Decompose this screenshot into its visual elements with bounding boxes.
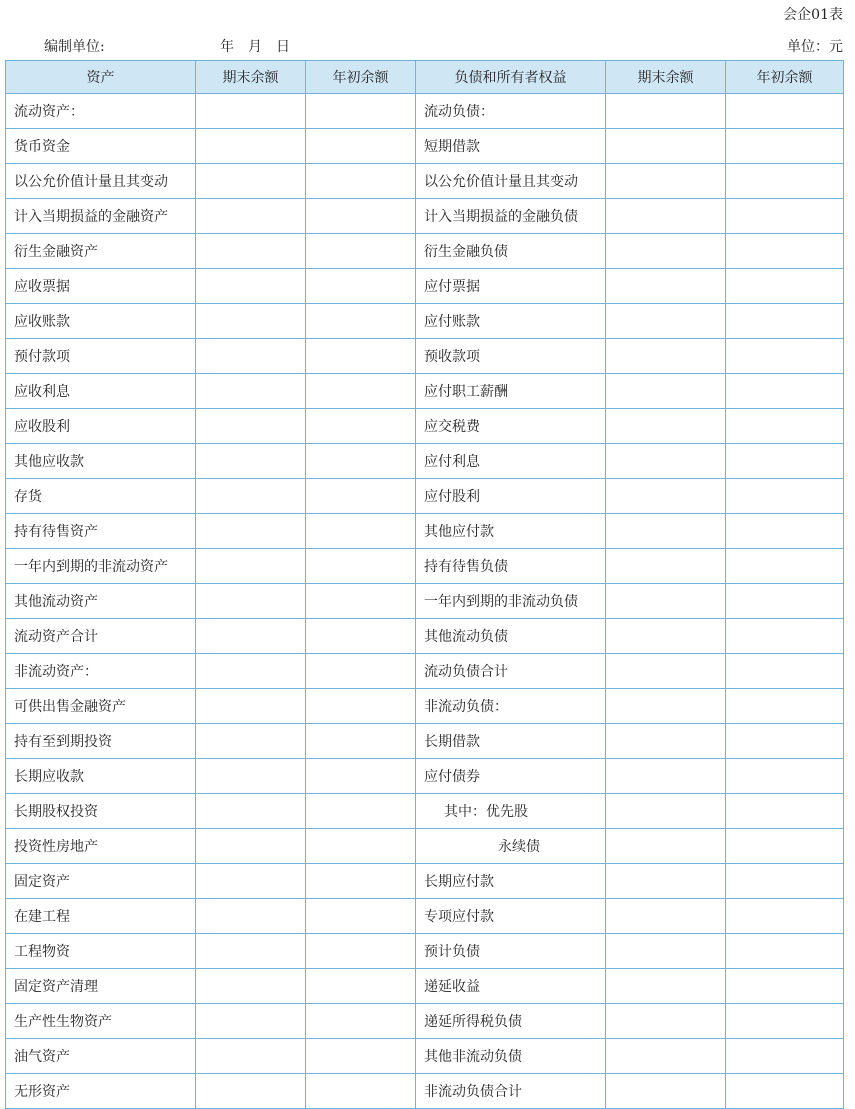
liab-opening-balance-cell[interactable] xyxy=(726,619,844,654)
header-liab-ending-balance: 期末余额 xyxy=(606,61,726,94)
liability-item-label: 其他应付款 xyxy=(416,514,606,549)
asset-opening-balance-cell[interactable] xyxy=(306,199,416,234)
asset-ending-balance-cell[interactable] xyxy=(196,409,306,444)
asset-opening-balance-cell[interactable] xyxy=(306,1074,416,1109)
table-row xyxy=(6,899,844,934)
liab-opening-balance-cell[interactable] xyxy=(726,374,844,409)
table-row xyxy=(6,409,844,444)
liab-opening-balance-cell[interactable] xyxy=(726,829,844,864)
liability-item-label: 衍生金融负债 xyxy=(416,234,606,269)
table-row xyxy=(6,864,844,899)
liab-opening-balance-cell[interactable] xyxy=(726,759,844,794)
asset-opening-balance-cell[interactable] xyxy=(306,794,416,829)
liab-opening-balance-cell[interactable] xyxy=(726,689,844,724)
liability-item-label: 非流动负债合计 xyxy=(416,1074,606,1109)
asset-opening-balance-cell[interactable] xyxy=(306,689,416,724)
asset-ending-balance-cell[interactable] xyxy=(196,899,306,934)
asset-item-label: 油气资产 xyxy=(6,1039,196,1074)
header-row xyxy=(6,61,844,94)
asset-ending-balance-cell[interactable] xyxy=(196,969,306,1004)
liab-opening-balance-cell[interactable] xyxy=(726,899,844,934)
liability-item-label: 预收款项 xyxy=(416,339,606,374)
asset-opening-balance-cell[interactable] xyxy=(306,94,416,129)
asset-ending-balance-cell[interactable] xyxy=(196,234,306,269)
asset-item-label: 流动资产： xyxy=(6,94,196,129)
liability-item-label: 应付股利 xyxy=(416,479,606,514)
asset-opening-balance-cell[interactable] xyxy=(306,934,416,969)
liability-item-label: 非流动负债： xyxy=(416,689,606,724)
liab-opening-balance-cell[interactable] xyxy=(726,1039,844,1074)
liab-ending-balance-cell[interactable] xyxy=(606,479,726,514)
asset-item-label: 持有待售资产 xyxy=(6,514,196,549)
asset-opening-balance-cell[interactable] xyxy=(306,269,416,304)
compiler-label: 编制单位: xyxy=(44,39,105,55)
liab-ending-balance-cell[interactable] xyxy=(606,514,726,549)
liab-ending-balance-cell[interactable] xyxy=(606,199,726,234)
table-row xyxy=(6,934,844,969)
form-code: 会企01表 xyxy=(783,7,843,23)
asset-opening-balance-cell[interactable] xyxy=(306,759,416,794)
liability-item-label: 应付债券 xyxy=(416,759,606,794)
asset-ending-balance-cell[interactable] xyxy=(196,269,306,304)
asset-opening-balance-cell[interactable] xyxy=(306,969,416,1004)
liab-ending-balance-cell[interactable] xyxy=(606,689,726,724)
liab-opening-balance-cell[interactable] xyxy=(726,479,844,514)
table-row xyxy=(6,304,844,339)
liab-opening-balance-cell[interactable] xyxy=(726,934,844,969)
asset-ending-balance-cell[interactable] xyxy=(196,864,306,899)
liab-opening-balance-cell[interactable] xyxy=(726,199,844,234)
liability-item-label: 递延收益 xyxy=(416,969,606,1004)
table-row xyxy=(6,269,844,304)
asset-item-label: 持有至到期投资 xyxy=(6,724,196,759)
asset-opening-balance-cell[interactable] xyxy=(306,129,416,164)
table-row xyxy=(6,444,844,479)
liab-opening-balance-cell[interactable] xyxy=(726,304,844,339)
liab-ending-balance-cell[interactable] xyxy=(606,969,726,1004)
liab-ending-balance-cell[interactable] xyxy=(606,94,726,129)
asset-opening-balance-cell[interactable] xyxy=(306,164,416,199)
asset-item-label: 在建工程 xyxy=(6,899,196,934)
liab-ending-balance-cell[interactable] xyxy=(606,234,726,269)
table-row xyxy=(6,549,844,584)
asset-ending-balance-cell[interactable] xyxy=(196,794,306,829)
date-label: 年 月 日 xyxy=(220,39,290,55)
table-row xyxy=(6,759,844,794)
asset-ending-balance-cell[interactable] xyxy=(196,619,306,654)
asset-opening-balance-cell[interactable] xyxy=(306,444,416,479)
asset-ending-balance-cell[interactable] xyxy=(196,479,306,514)
asset-ending-balance-cell[interactable] xyxy=(196,549,306,584)
asset-item-label: 一年内到期的非流动资产 xyxy=(6,549,196,584)
liability-item-label: 短期借款 xyxy=(416,129,606,164)
table-row xyxy=(6,164,844,199)
asset-item-label: 应收利息 xyxy=(6,374,196,409)
liab-ending-balance-cell[interactable] xyxy=(606,1074,726,1109)
liability-item-label: 持有待售负债 xyxy=(416,549,606,584)
asset-ending-balance-cell[interactable] xyxy=(196,584,306,619)
liability-item-label: 流动负债： xyxy=(416,94,606,129)
table-row xyxy=(6,654,844,689)
balance-sheet-table xyxy=(5,60,844,1109)
asset-ending-balance-cell[interactable] xyxy=(196,304,306,339)
asset-opening-balance-cell[interactable] xyxy=(306,234,416,269)
table-row xyxy=(6,199,844,234)
liab-ending-balance-cell[interactable] xyxy=(606,374,726,409)
asset-item-label: 应收股利 xyxy=(6,409,196,444)
asset-item-label: 长期股权投资 xyxy=(6,794,196,829)
asset-item-label: 可供出售金融资产 xyxy=(6,689,196,724)
asset-item-label: 其他流动资产 xyxy=(6,584,196,619)
table-row xyxy=(6,829,844,864)
liab-opening-balance-cell[interactable] xyxy=(726,129,844,164)
asset-item-label: 衍生金融资产 xyxy=(6,234,196,269)
table-row xyxy=(6,1039,844,1074)
asset-opening-balance-cell[interactable] xyxy=(306,619,416,654)
liab-opening-balance-cell[interactable] xyxy=(726,864,844,899)
asset-ending-balance-cell[interactable] xyxy=(196,1074,306,1109)
liab-ending-balance-cell[interactable] xyxy=(606,794,726,829)
liab-ending-balance-cell[interactable] xyxy=(606,934,726,969)
asset-opening-balance-cell[interactable] xyxy=(306,864,416,899)
liab-opening-balance-cell[interactable] xyxy=(726,654,844,689)
asset-opening-balance-cell[interactable] xyxy=(306,409,416,444)
liab-opening-balance-cell[interactable] xyxy=(726,164,844,199)
liab-opening-balance-cell[interactable] xyxy=(726,969,844,1004)
table-row xyxy=(6,234,844,269)
asset-opening-balance-cell[interactable] xyxy=(306,304,416,339)
asset-item-label: 非流动资产： xyxy=(6,654,196,689)
asset-item-label: 无形资产 xyxy=(6,1074,196,1109)
asset-ending-balance-cell[interactable] xyxy=(196,654,306,689)
liab-opening-balance-cell[interactable] xyxy=(726,409,844,444)
header-asset-ending-balance: 期末余额 xyxy=(196,61,306,94)
liability-item-label: 专项应付款 xyxy=(416,899,606,934)
liability-item-label: 永续债 xyxy=(416,829,606,864)
asset-ending-balance-cell[interactable] xyxy=(196,829,306,864)
asset-item-label: 应收账款 xyxy=(6,304,196,339)
liab-ending-balance-cell[interactable] xyxy=(606,1004,726,1039)
liab-ending-balance-cell[interactable] xyxy=(606,759,726,794)
asset-opening-balance-cell[interactable] xyxy=(306,514,416,549)
asset-opening-balance-cell[interactable] xyxy=(306,724,416,759)
liab-ending-balance-cell[interactable] xyxy=(606,164,726,199)
table-row xyxy=(6,1004,844,1039)
asset-ending-balance-cell[interactable] xyxy=(196,934,306,969)
table-row xyxy=(6,479,844,514)
asset-opening-balance-cell[interactable] xyxy=(306,584,416,619)
asset-item-label: 货币资金 xyxy=(6,129,196,164)
liab-opening-balance-cell[interactable] xyxy=(726,584,844,619)
header-asset-opening-balance: 年初余额 xyxy=(306,61,416,94)
table-row xyxy=(6,94,844,129)
asset-ending-balance-cell[interactable] xyxy=(196,1004,306,1039)
liability-item-label: 流动负债合计 xyxy=(416,654,606,689)
liab-ending-balance-cell[interactable] xyxy=(606,829,726,864)
asset-item-label: 固定资产 xyxy=(6,864,196,899)
liab-opening-balance-cell[interactable] xyxy=(726,549,844,584)
asset-item-label: 应收票据 xyxy=(6,269,196,304)
liab-ending-balance-cell[interactable] xyxy=(606,339,726,374)
asset-ending-balance-cell[interactable] xyxy=(196,1039,306,1074)
liability-item-label: 应付账款 xyxy=(416,304,606,339)
liab-ending-balance-cell[interactable] xyxy=(606,269,726,304)
asset-item-label: 固定资产清理 xyxy=(6,969,196,1004)
table-row xyxy=(6,724,844,759)
asset-opening-balance-cell[interactable] xyxy=(306,339,416,374)
liab-opening-balance-cell[interactable] xyxy=(726,1004,844,1039)
asset-item-label: 工程物资 xyxy=(6,934,196,969)
liab-ending-balance-cell[interactable] xyxy=(606,444,726,479)
liability-item-label: 其中：优先股 xyxy=(416,794,606,829)
liab-opening-balance-cell[interactable] xyxy=(726,269,844,304)
liability-item-label: 应付利息 xyxy=(416,444,606,479)
liab-opening-balance-cell[interactable] xyxy=(726,234,844,269)
liab-ending-balance-cell[interactable] xyxy=(606,129,726,164)
liab-opening-balance-cell[interactable] xyxy=(726,514,844,549)
liab-ending-balance-cell[interactable] xyxy=(606,654,726,689)
table-row xyxy=(6,619,844,654)
asset-ending-balance-cell[interactable] xyxy=(196,444,306,479)
liab-ending-balance-cell[interactable] xyxy=(606,724,726,759)
asset-item-label: 投资性房地产 xyxy=(6,829,196,864)
header-assets: 资产 xyxy=(6,61,196,94)
asset-ending-balance-cell[interactable] xyxy=(196,514,306,549)
asset-ending-balance-cell[interactable] xyxy=(196,689,306,724)
asset-ending-balance-cell[interactable] xyxy=(196,374,306,409)
liab-opening-balance-cell[interactable] xyxy=(726,444,844,479)
liab-ending-balance-cell[interactable] xyxy=(606,409,726,444)
liab-ending-balance-cell[interactable] xyxy=(606,619,726,654)
liab-opening-balance-cell[interactable] xyxy=(726,724,844,759)
asset-opening-balance-cell[interactable] xyxy=(306,654,416,689)
table-row xyxy=(6,969,844,1004)
header-liab-opening-balance: 年初余额 xyxy=(726,61,844,94)
liability-item-label: 应付职工薪酬 xyxy=(416,374,606,409)
liab-ending-balance-cell[interactable] xyxy=(606,899,726,934)
header-liabilities-equity: 负债和所有者权益 xyxy=(416,61,606,94)
liability-item-label: 应交税费 xyxy=(416,409,606,444)
table-row xyxy=(6,794,844,829)
liability-item-label: 以公允价值计量且其变动 xyxy=(416,164,606,199)
liab-ending-balance-cell[interactable] xyxy=(606,549,726,584)
liability-item-label: 长期借款 xyxy=(416,724,606,759)
asset-ending-balance-cell[interactable] xyxy=(196,724,306,759)
asset-opening-balance-cell[interactable] xyxy=(306,374,416,409)
asset-item-label: 流动资产合计 xyxy=(6,619,196,654)
asset-opening-balance-cell[interactable] xyxy=(306,1039,416,1074)
liab-ending-balance-cell[interactable] xyxy=(606,1039,726,1074)
asset-ending-balance-cell[interactable] xyxy=(196,339,306,374)
liability-item-label: 递延所得税负债 xyxy=(416,1004,606,1039)
liability-item-label: 其他非流动负债 xyxy=(416,1039,606,1074)
table-row xyxy=(6,374,844,409)
asset-opening-balance-cell[interactable] xyxy=(306,479,416,514)
liab-ending-balance-cell[interactable] xyxy=(606,304,726,339)
asset-opening-balance-cell[interactable] xyxy=(306,549,416,584)
asset-opening-balance-cell[interactable] xyxy=(306,899,416,934)
asset-ending-balance-cell[interactable] xyxy=(196,94,306,129)
table-row xyxy=(6,584,844,619)
liability-item-label: 其他流动负债 xyxy=(416,619,606,654)
liab-ending-balance-cell[interactable] xyxy=(606,584,726,619)
asset-item-label: 其他应收款 xyxy=(6,444,196,479)
asset-ending-balance-cell[interactable] xyxy=(196,129,306,164)
liability-item-label: 预计负债 xyxy=(416,934,606,969)
table-row xyxy=(6,129,844,164)
liab-ending-balance-cell[interactable] xyxy=(606,864,726,899)
liability-item-label: 应付票据 xyxy=(416,269,606,304)
table-row xyxy=(6,339,844,374)
asset-item-label: 以公允价值计量且其变动 xyxy=(6,164,196,199)
asset-item-label: 存货 xyxy=(6,479,196,514)
liab-opening-balance-cell[interactable] xyxy=(726,794,844,829)
asset-item-label: 长期应收款 xyxy=(6,759,196,794)
liab-opening-balance-cell[interactable] xyxy=(726,94,844,129)
asset-ending-balance-cell[interactable] xyxy=(196,164,306,199)
asset-ending-balance-cell[interactable] xyxy=(196,199,306,234)
asset-opening-balance-cell[interactable] xyxy=(306,1004,416,1039)
liability-item-label: 一年内到期的非流动负债 xyxy=(416,584,606,619)
table-row xyxy=(6,1074,844,1109)
unit-label: 单位：元 xyxy=(787,39,843,55)
liability-item-label: 长期应付款 xyxy=(416,864,606,899)
table-row xyxy=(6,689,844,724)
liab-opening-balance-cell[interactable] xyxy=(726,1074,844,1109)
liability-item-label: 计入当期损益的金融负债 xyxy=(416,199,606,234)
asset-opening-balance-cell[interactable] xyxy=(306,829,416,864)
liab-opening-balance-cell[interactable] xyxy=(726,339,844,374)
asset-item-label: 计入当期损益的金融资产 xyxy=(6,199,196,234)
asset-item-label: 预付款项 xyxy=(6,339,196,374)
asset-ending-balance-cell[interactable] xyxy=(196,759,306,794)
asset-item-label: 生产性生物资产 xyxy=(6,1004,196,1039)
table-row xyxy=(6,514,844,549)
